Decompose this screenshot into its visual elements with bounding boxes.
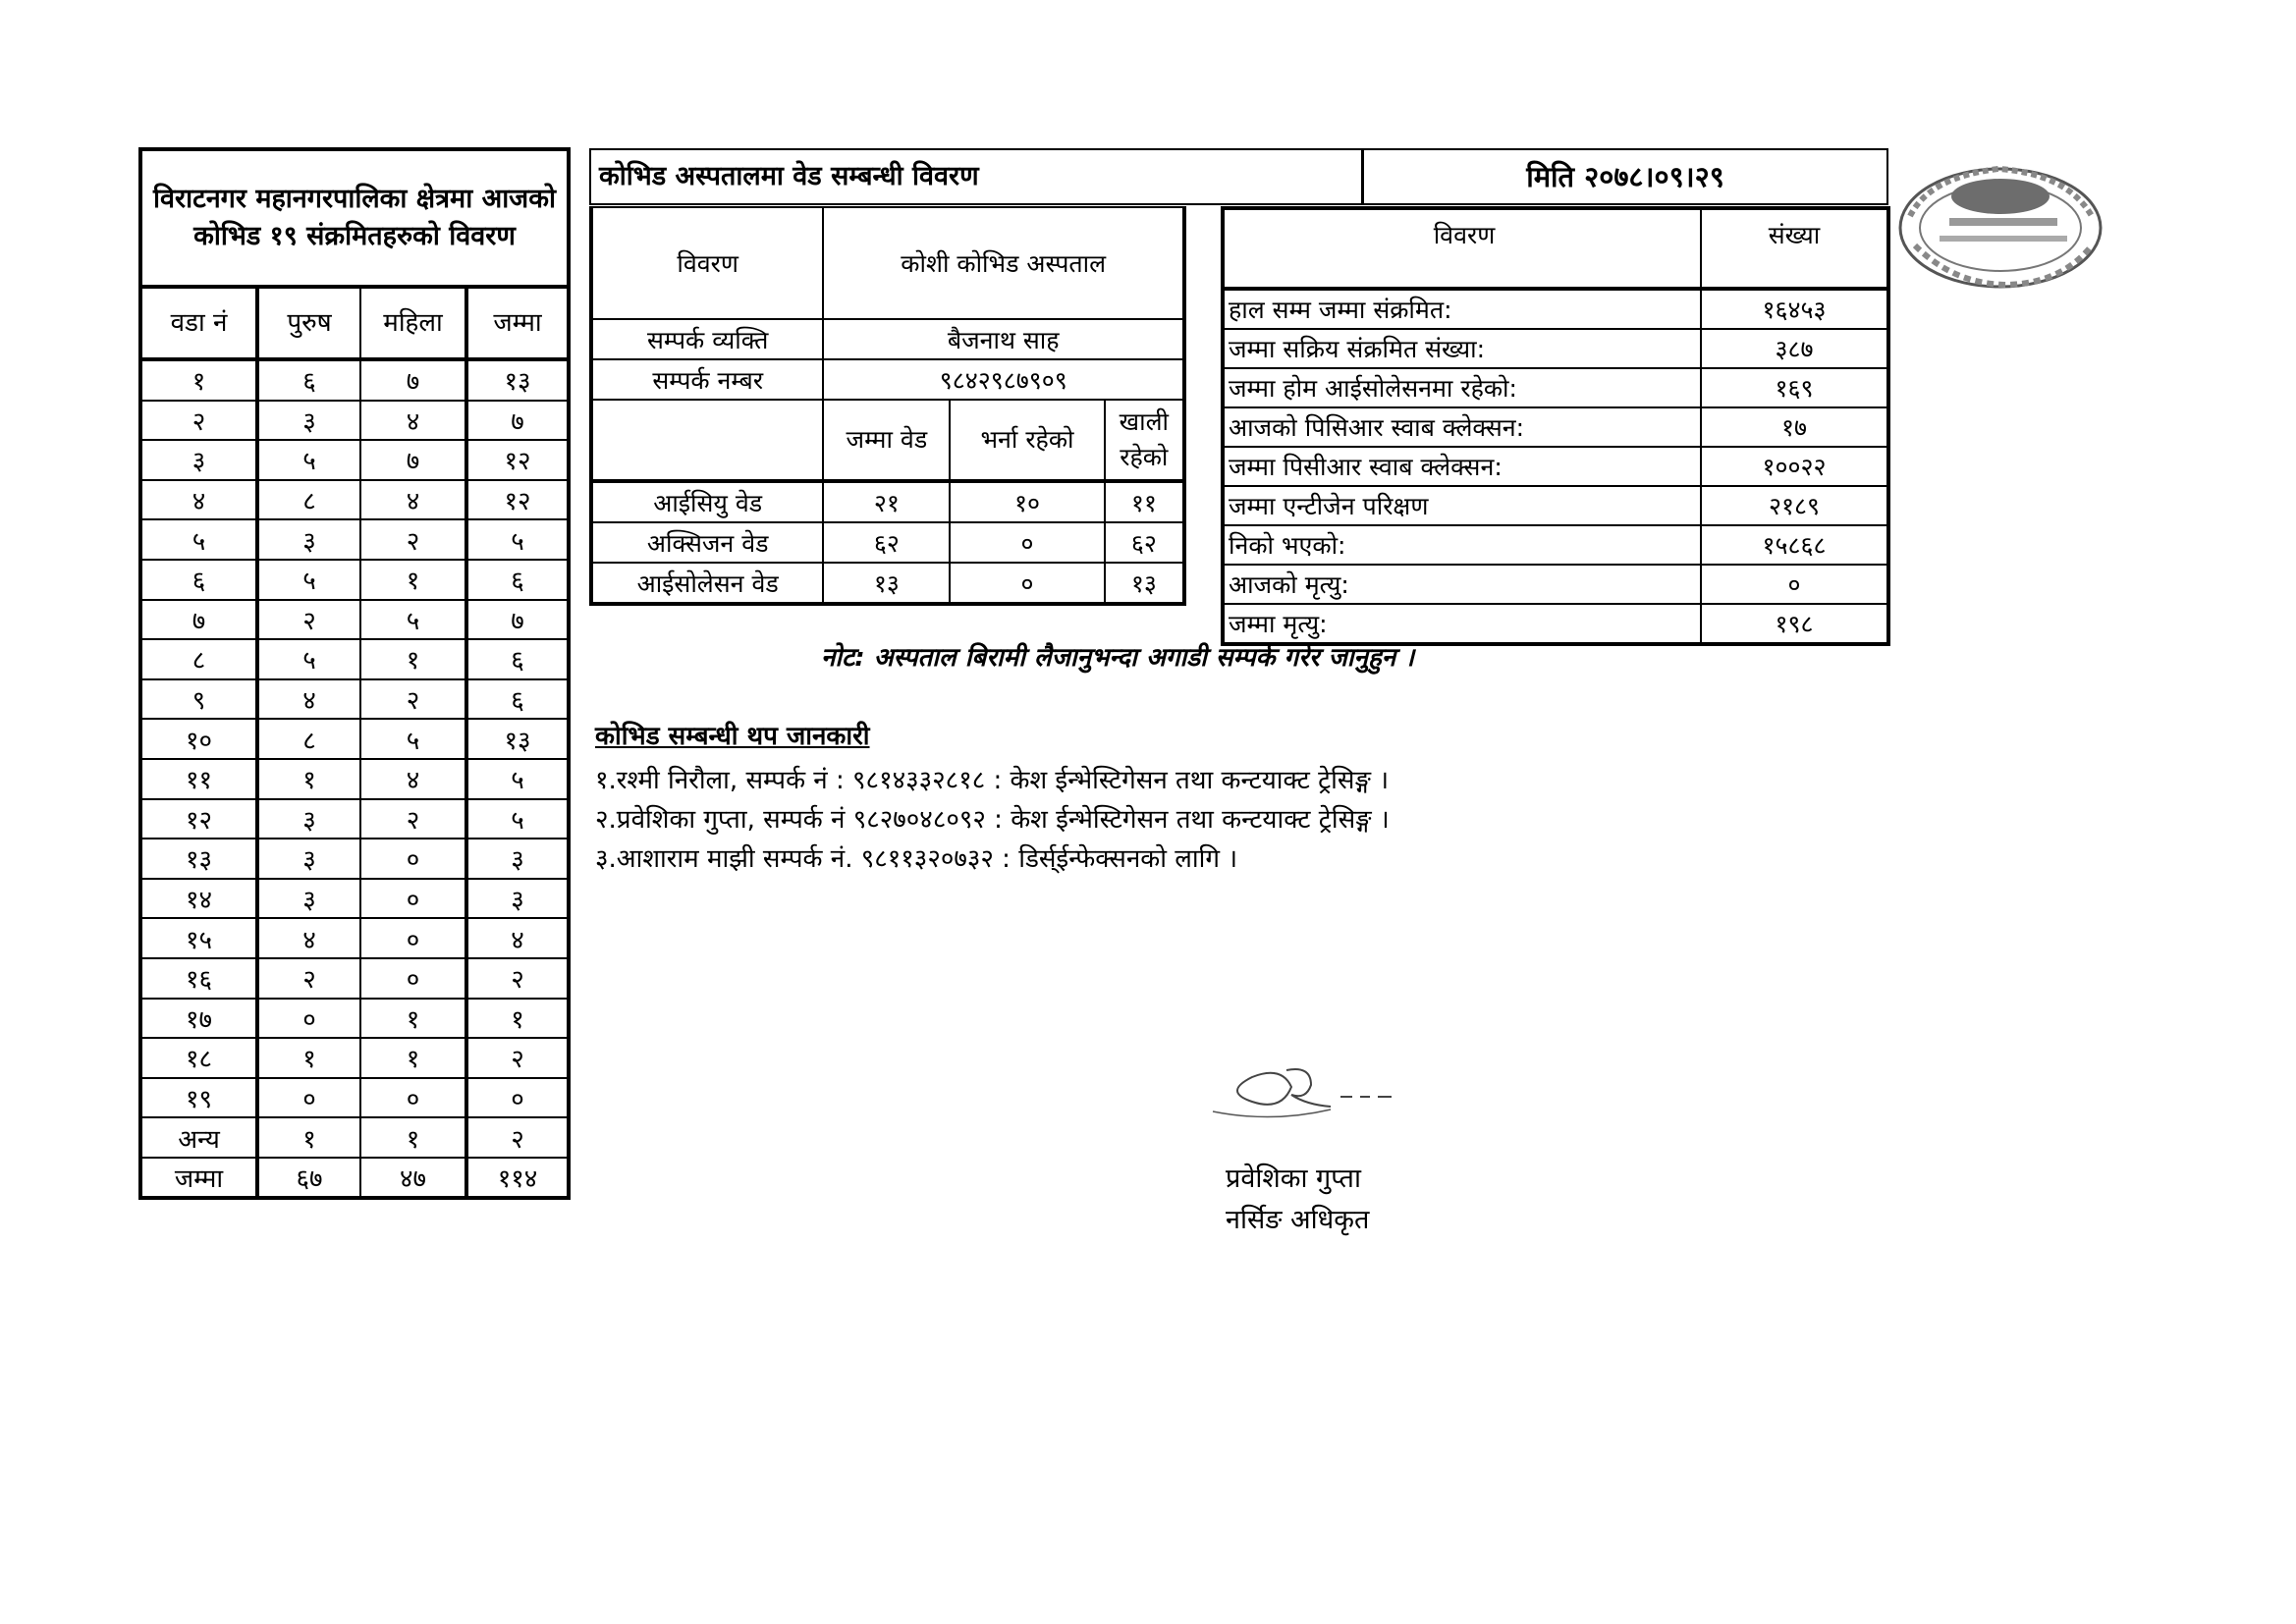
ward-row — [140, 1038, 569, 1078]
male-cell: १ — [257, 1117, 360, 1158]
ward-table-title: विराटनगर महानगरपालिका क्षेत्रमा आजको कोभिड १९ संक्रमितहरुको विवरण — [140, 149, 569, 287]
additional-info-title: कोभिड सम्बन्धी थप जानकारी — [595, 722, 870, 751]
male-cell: ५ — [257, 639, 360, 679]
header-male: पुरुष — [257, 287, 360, 359]
ward-row — [140, 519, 569, 560]
ward-cell: ३ — [140, 440, 257, 480]
female-cell: ० — [360, 958, 466, 999]
male-cell: ० — [257, 1078, 360, 1118]
male-cell: ६ — [257, 359, 360, 401]
summary-value: २१८९ — [1701, 486, 1888, 525]
ward-row — [140, 719, 569, 759]
summary-row — [1223, 289, 1888, 329]
male-cell: ६७ — [257, 1158, 360, 1199]
male-cell: ० — [257, 999, 360, 1039]
total-cell: २ — [466, 1038, 569, 1078]
signature-icon — [1203, 1053, 1419, 1131]
female-cell: ४७ — [360, 1158, 466, 1199]
contact-number-label: सम्पर्क नम्बर — [591, 359, 823, 400]
ward-row — [140, 359, 569, 401]
bed-total: ६२ — [823, 522, 950, 563]
ward-row — [140, 600, 569, 640]
female-cell: ० — [360, 1078, 466, 1118]
male-cell: ४ — [257, 679, 360, 720]
total-cell: १२ — [466, 480, 569, 520]
summary-header-label: विवरण — [1223, 208, 1701, 289]
ward-cell: २ — [140, 401, 257, 441]
ward-row — [140, 958, 569, 999]
ward-row — [140, 918, 569, 958]
municipality-seal-icon — [1890, 157, 2111, 299]
summary-label: आजको पिसिआर स्वाब क्लेक्सन: — [1223, 407, 1701, 447]
summary-row — [1223, 486, 1888, 525]
total-cell: १३ — [466, 719, 569, 759]
ward-cell: ७ — [140, 600, 257, 640]
ward-row — [140, 440, 569, 480]
contact-person: बैजनाथ साह — [823, 319, 1184, 359]
ward-row — [140, 1158, 569, 1199]
ward-cell: १६ — [140, 958, 257, 999]
bed-vacant: ११ — [1105, 481, 1184, 522]
summary-label: हाल सम्म जम्मा संक्रमित: — [1223, 289, 1701, 329]
ward-row — [140, 560, 569, 600]
info-line-3: ३.आशाराम माझी सम्पर्क नं. ९८११३२०७३२ : डिर्स्ईन्फेक्सनको लागि । — [595, 844, 1238, 874]
ward-cell: १३ — [140, 839, 257, 879]
summary-row — [1223, 368, 1888, 407]
female-cell: ५ — [360, 719, 466, 759]
ward-row — [140, 480, 569, 520]
summary-header-value: संख्या — [1701, 208, 1888, 289]
bed-occupied: १० — [950, 481, 1104, 522]
ward-cell: ४ — [140, 480, 257, 520]
hospital-name: कोशी कोभिड अस्पताल — [823, 207, 1184, 319]
male-cell: ३ — [257, 519, 360, 560]
total-cell: ३ — [466, 839, 569, 879]
ward-cell: ८ — [140, 639, 257, 679]
summary-label: जम्मा होम आईसोलेसनमा रहेको: — [1223, 368, 1701, 407]
bed-total: २१ — [823, 481, 950, 522]
summary-value: १६९ — [1701, 368, 1888, 407]
bed-col-label: विवरण — [591, 207, 823, 319]
female-cell: ० — [360, 918, 466, 958]
female-cell: १ — [360, 1038, 466, 1078]
male-cell: १ — [257, 1038, 360, 1078]
header-total: जम्मा — [466, 287, 569, 359]
signatory-name: प्रवेशिका गुप्ता — [1226, 1164, 1361, 1194]
female-cell: १ — [360, 999, 466, 1039]
male-cell: ५ — [257, 440, 360, 480]
bed-vacant: १३ — [1105, 563, 1184, 604]
total-cell: ६ — [466, 560, 569, 600]
ward-cell: ११ — [140, 759, 257, 799]
summary-row — [1223, 329, 1888, 368]
female-cell: ७ — [360, 359, 466, 401]
bed-occupied: ० — [950, 522, 1104, 563]
bed-total: १३ — [823, 563, 950, 604]
male-cell: ४ — [257, 918, 360, 958]
female-cell: २ — [360, 519, 466, 560]
ward-cases-table — [138, 147, 571, 1200]
bed-header-occupied: भर्ना रहेको — [950, 400, 1104, 481]
ward-cell: ६ — [140, 560, 257, 600]
bed-row — [591, 563, 1184, 604]
hospital-note: नोट: अस्पताल बिरामी लैजानुभन्दा अगाडी सम्पर्क गरेर जानुहुन । — [821, 643, 1415, 673]
female-cell: २ — [360, 679, 466, 720]
ward-row — [140, 1117, 569, 1158]
summary-value: १७ — [1701, 407, 1888, 447]
ward-cell: १७ — [140, 999, 257, 1039]
total-cell: १२ — [466, 440, 569, 480]
total-cell: ५ — [466, 519, 569, 560]
ward-row — [140, 639, 569, 679]
report-date: मिति २०७८।०९।२९ — [1362, 148, 1888, 205]
total-cell: २ — [466, 958, 569, 999]
summary-label: जम्मा मृत्यु: — [1223, 604, 1701, 644]
male-cell: ३ — [257, 401, 360, 441]
male-cell: २ — [257, 600, 360, 640]
female-cell: ४ — [360, 401, 466, 441]
ward-row — [140, 839, 569, 879]
female-cell: ४ — [360, 759, 466, 799]
ward-cell: १४ — [140, 879, 257, 919]
bed-row — [591, 522, 1184, 563]
ward-row — [140, 999, 569, 1039]
covid-summary-table — [1221, 206, 1890, 646]
signatory-post: नर्सिङ अधिकृत — [1226, 1205, 1370, 1235]
contact-person-label: सम्पर्क व्यक्ति — [591, 319, 823, 359]
bed-type: आईसोलेसन वेड — [591, 563, 823, 604]
total-cell: ५ — [466, 799, 569, 839]
ward-row — [140, 759, 569, 799]
summary-label: आजको मृत्यु: — [1223, 565, 1701, 604]
total-cell: ० — [466, 1078, 569, 1118]
total-cell: ११४ — [466, 1158, 569, 1199]
female-cell: १ — [360, 1117, 466, 1158]
header-female: महिला — [360, 287, 466, 359]
bed-header-vacant: खाली रहेको — [1105, 400, 1184, 481]
male-cell: १ — [257, 759, 360, 799]
hospital-bed-table — [589, 206, 1186, 606]
female-cell: २ — [360, 799, 466, 839]
ward-table-header — [140, 287, 569, 359]
female-cell: ४ — [360, 480, 466, 520]
summary-value: १००२२ — [1701, 447, 1888, 486]
ward-cell: ९ — [140, 679, 257, 720]
male-cell: ५ — [257, 560, 360, 600]
female-cell: ० — [360, 839, 466, 879]
total-cell: ६ — [466, 639, 569, 679]
female-cell: १ — [360, 560, 466, 600]
bed-type: आईसियु वेड — [591, 481, 823, 522]
info-line-2: २.प्रवेशिका गुप्ता, सम्पर्क नं ९८२७०४८०९२ : केश ईन्भेस्टिगेसन तथा कन्टयाक्ट ट्रेसिङ्ग । — [595, 805, 1390, 835]
male-cell: ३ — [257, 879, 360, 919]
ward-cell: १८ — [140, 1038, 257, 1078]
summary-row — [1223, 407, 1888, 447]
summary-row — [1223, 525, 1888, 565]
ward-cell: अन्य — [140, 1117, 257, 1158]
ward-cell: १ — [140, 359, 257, 401]
summary-value: ३८७ — [1701, 329, 1888, 368]
contact-number: ९८४२९८७९०९ — [823, 359, 1184, 400]
male-cell: २ — [257, 958, 360, 999]
ward-row — [140, 879, 569, 919]
summary-value: १९८ — [1701, 604, 1888, 644]
summary-label: निको भएको: — [1223, 525, 1701, 565]
ward-cell: १० — [140, 719, 257, 759]
female-cell: ० — [360, 879, 466, 919]
bed-header-total: जम्मा वेड — [823, 400, 950, 481]
bed-occupied: ० — [950, 563, 1104, 604]
summary-value: १६४५३ — [1701, 289, 1888, 329]
ward-cell: १९ — [140, 1078, 257, 1118]
hospital-section-title: कोभिड अस्पतालमा वेड सम्बन्धी विवरण — [589, 148, 1363, 205]
summary-label: जम्मा एन्टीजेन परिक्षण — [1223, 486, 1701, 525]
male-cell: ३ — [257, 839, 360, 879]
male-cell: ३ — [257, 799, 360, 839]
summary-row — [1223, 565, 1888, 604]
ward-row — [140, 401, 569, 441]
male-cell: ८ — [257, 480, 360, 520]
total-cell: ३ — [466, 879, 569, 919]
bed-row — [591, 481, 1184, 522]
ward-cell: १२ — [140, 799, 257, 839]
total-cell: १ — [466, 999, 569, 1039]
summary-label: जम्मा सक्रिय संक्रमित संख्या: — [1223, 329, 1701, 368]
total-cell: १३ — [466, 359, 569, 401]
total-cell: ७ — [466, 600, 569, 640]
info-line-1: १.रश्मी निरौला, सम्पर्क नं : ९८१४३३२८१८ : केश ईन्भेस्टिगेसन तथा कन्टयाक्ट ट्रेसिङ्ग । — [595, 766, 1390, 795]
total-cell: ७ — [466, 401, 569, 441]
ward-cell: जम्मा — [140, 1158, 257, 1199]
summary-label: जम्मा पिसीआर स्वाब क्लेक्सन: — [1223, 447, 1701, 486]
header-ward: वडा नं — [140, 287, 257, 359]
total-cell: ४ — [466, 918, 569, 958]
female-cell: १ — [360, 639, 466, 679]
summary-value: ० — [1701, 565, 1888, 604]
bed-header-blank — [591, 400, 823, 481]
ward-cell: १५ — [140, 918, 257, 958]
female-cell: ५ — [360, 600, 466, 640]
total-cell: २ — [466, 1117, 569, 1158]
bed-type: अक्सिजन वेड — [591, 522, 823, 563]
ward-row — [140, 1078, 569, 1118]
ward-row — [140, 679, 569, 720]
total-cell: ५ — [466, 759, 569, 799]
male-cell: ८ — [257, 719, 360, 759]
total-cell: ६ — [466, 679, 569, 720]
ward-row — [140, 799, 569, 839]
female-cell: ७ — [360, 440, 466, 480]
ward-cell: ५ — [140, 519, 257, 560]
summary-value: १५८६८ — [1701, 525, 1888, 565]
bed-vacant: ६२ — [1105, 522, 1184, 563]
summary-row — [1223, 447, 1888, 486]
